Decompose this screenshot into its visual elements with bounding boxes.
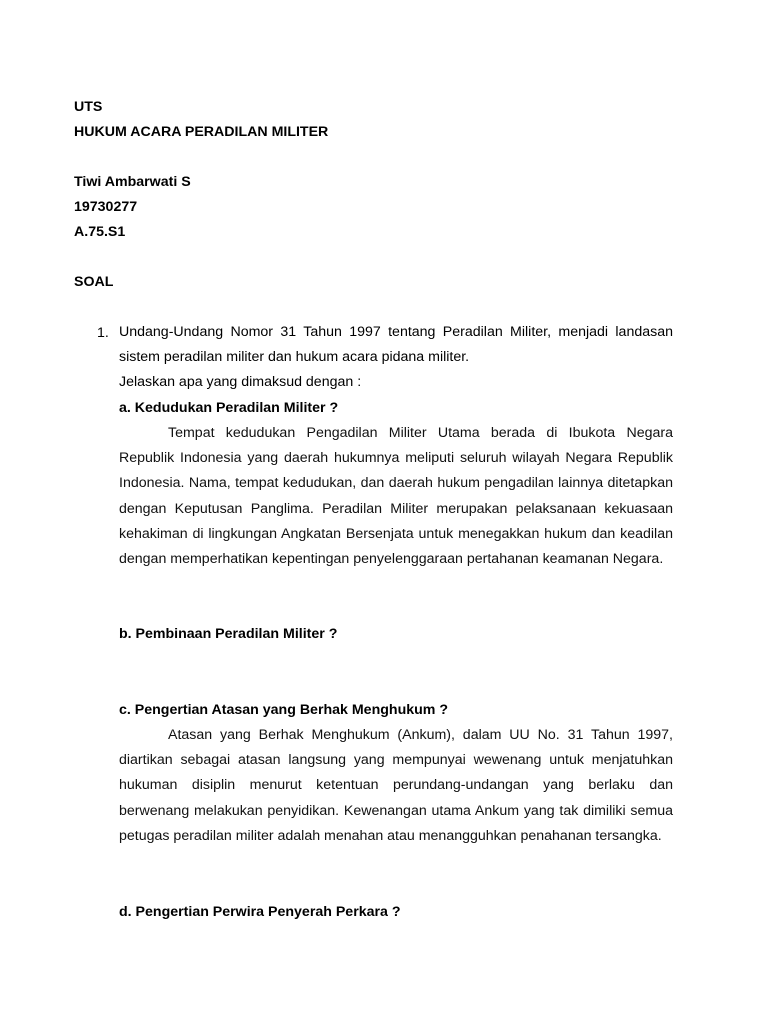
course-title: HUKUM ACARA PERADILAN MILITER	[74, 124, 329, 140]
exam-label: UTS	[74, 99, 103, 115]
question-prompt: Jelaskan apa yang dimaksud dengan :	[119, 374, 362, 390]
class-code: A.75.S1	[74, 224, 126, 240]
item-a-heading: a. Kedudukan Peradilan Militer ?	[119, 400, 339, 416]
student-id: 19730277	[74, 199, 138, 215]
item-a-answer: Tempat kedudukan Pengadilan Militer Utama berada di Ibukota Negara Republik Indonesia yang daerah hukumnya meliputi seluruh wilayah Negara Republik Indonesia. Nama, tempat kedudukan, dan daerah hukum pengadilan lainnya ditetapkan dengan Keputusan Panglima. Peradilan Militer merupakan pelaksanaan kekuasaan kehakiman di lingkungan Angkatan Bersenjata untuk menegakkan hukum dan keadilan dengan memperhatikan kepentingan penyelenggaraan pertahanan keamanan Negara.	[119, 425, 673, 568]
question-intro-block	[119, 320, 673, 395]
item-c-answer: Atasan yang Berhak Menghukum (Ankum), dalam UU No. 31 Tahun 1997, diartikan sebagai atasan langsung yang mempunyai wewenang untuk menjatuhkan hukuman disiplin menurut ketentuan perundang-undangan yang berlaku dan berwenang melakukan penyidikan. Kewenangan utama Ankum yang tak dimiliki semua petugas peradilan militer adalah menahan atau menangguhkan penahanan tersangka.	[119, 727, 673, 844]
item-d-heading: d. Pengertian Perwira Penyerah Perkara ?	[119, 904, 401, 920]
item-b-heading: b. Pembinaan Peradilan Militer ?	[119, 626, 338, 642]
student-name: Tiwi Ambarwati S	[74, 174, 191, 190]
item-c-heading: c. Pengertian Atasan yang Berhak Menghukum ?	[119, 702, 449, 718]
question-intro-text: Undang-Undang Nomor 31 Tahun 1997 tentang Peradilan Militer, menjadi landasan sistem peradilan militer dan hukum acara pidana militer.	[119, 324, 673, 365]
question-number: 1.	[97, 325, 109, 341]
section-heading: SOAL	[74, 274, 114, 290]
